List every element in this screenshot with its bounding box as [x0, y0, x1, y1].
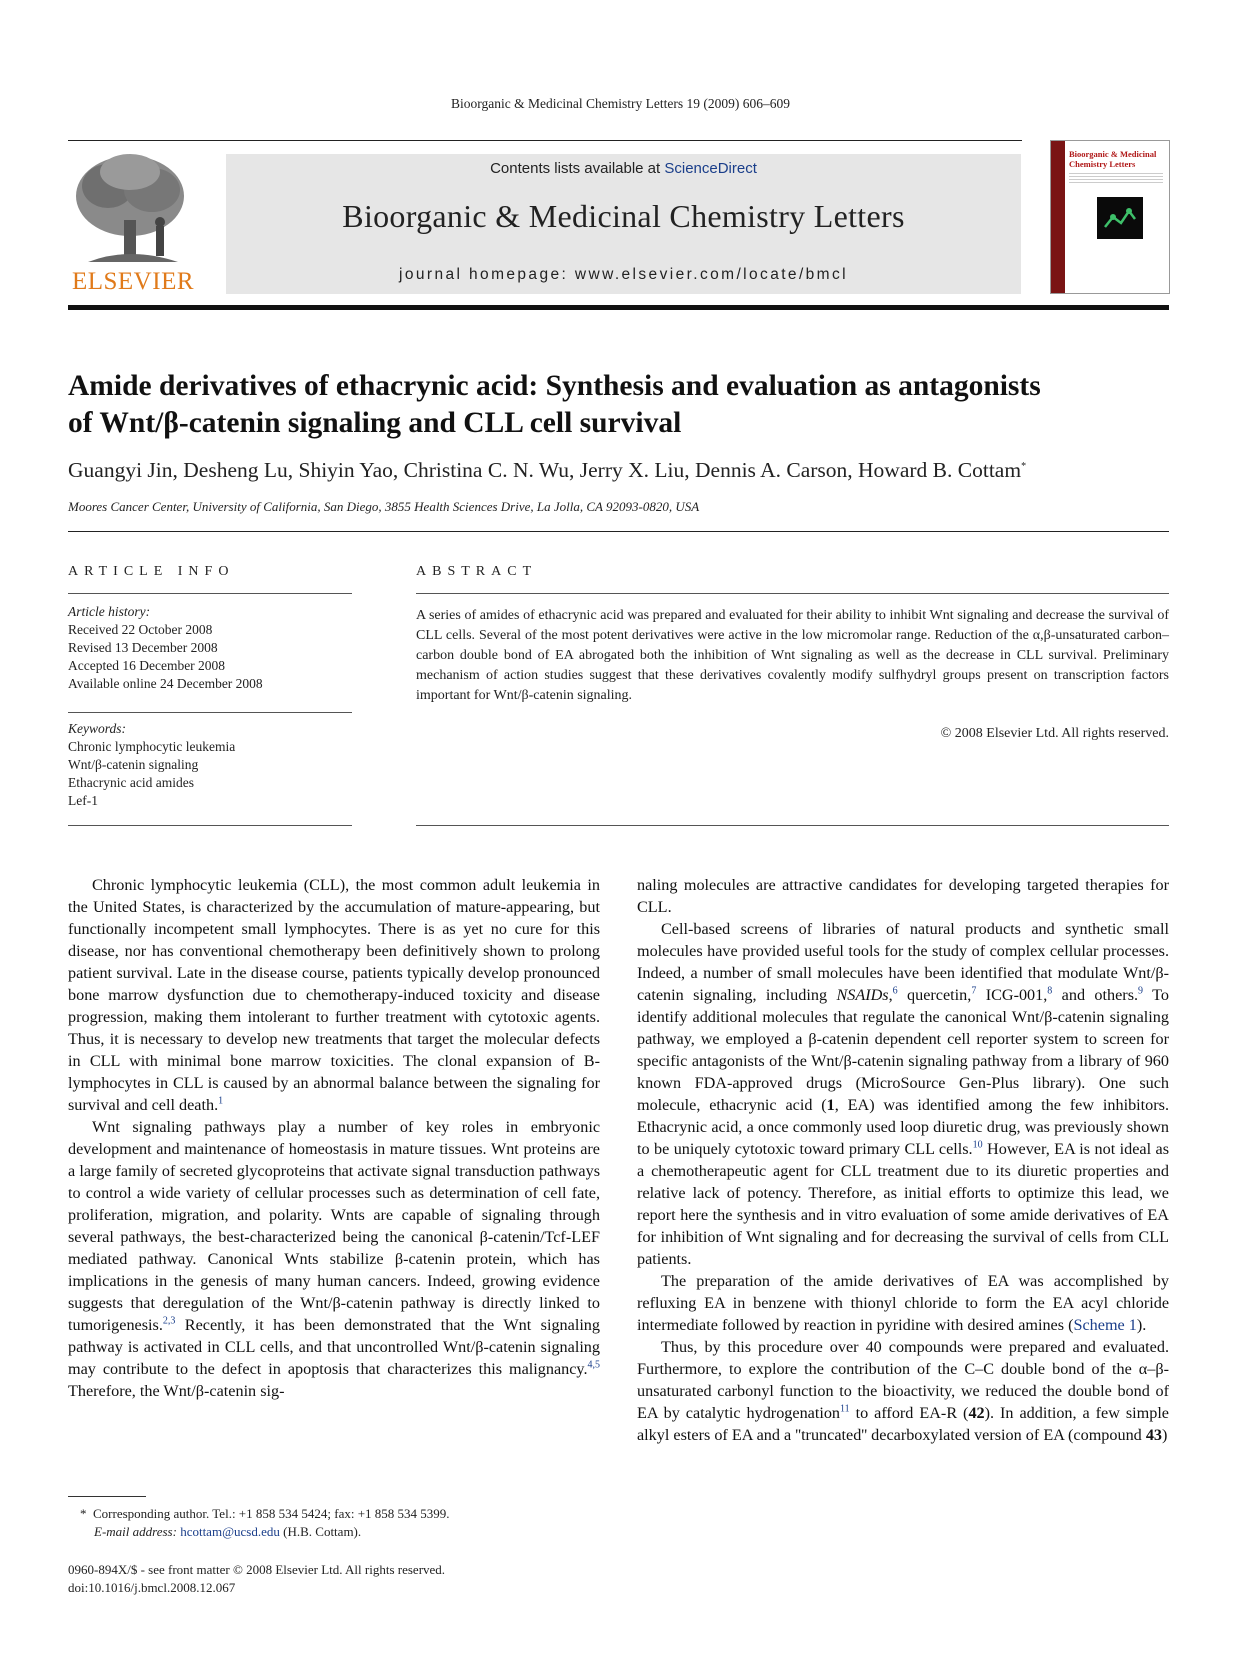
front-matter [68, 1561, 628, 1597]
paragraph-text: Chronic lymphocytic leukemia (CLL), the most common adult leukemia in the United States, is characterized by the accumulation of mature-appearing, but functionally incompetent small lymphocytes. There is as yet no cure for this disease, nor has conventional chemotherapy been definitively shown to prolong patient survival. Late in the disease course, patients typically develop pronounced bone marrow dysfunction due to chemotherapy-induced toxicity and disease progression, making them intolerant to further treatment with cytotoxic agents. Thus, it is necessary to develop new treatments that target the molecular defects in CLL with minimal bone marrow toxicities. The clonal expansion of B-lymphocytes in CLL is caused by an abnormal balance between the signaling for survival and cell death. [68, 876, 600, 1114]
history-received: Received 22 October 2008 [68, 622, 213, 637]
keywords-rule [68, 712, 352, 713]
article-info-heading: ARTICLE INFO [68, 564, 235, 579]
abstract-copyright: © 2008 Elsevier Ltd. All rights reserved. [940, 726, 1169, 741]
cover-title: Bioorganic & Medicinal Chemistry Letters [1069, 149, 1157, 169]
abstract-bottom-rule [416, 825, 1169, 826]
abstract-text: A series of amides of ethacrynic acid was prepared and evaluated for their ability to inhibit Wnt signaling and decrease the survival of CLL cells. Several of the most potent derivatives were active in the low micromolar range. Reduction of the α,β-unsaturated carbon–carbon double bond of EA abrogated both the inhibition of Wnt signaling as well as the decrease in CLL survival. Preliminary mechanism of action studies suggest that these derivatives covalently modify sulfhydryl groups present on transcription factors important for Wnt/β-catenin signaling. [416, 608, 1169, 703]
journal-banner [226, 154, 1021, 294]
authors-text: Guangyi Jin, Desheng Lu, Shiyin Yao, Christina C. N. Wu, Jerry X. Liu, Dennis A. Carson, Howard B. Cottam [68, 458, 1022, 482]
paragraph-text: Thus, by this procedure over 40 compounds were prepared and evaluated. Furthermore, to explore the contribution of the C–C double bond of the α–β-unsaturated carbonyl function to the bioactivity, we reduced the double bond of EA by catalytic hydrogenation [637, 1338, 1169, 1422]
compound-number: 43 [1145, 1426, 1163, 1444]
author-list [68, 458, 1188, 483]
keywords-block [68, 720, 352, 810]
paragraph-text: to afford EA-R ( [849, 1404, 969, 1422]
elsevier-wordmark: ELSEVIER [71, 268, 195, 295]
journal-title: Bioorganic & Medicinal Chemistry Letters [342, 198, 905, 234]
doi-line[interactable]: doi:10.1016/j.bmcl.2008.12.067 [68, 1580, 236, 1595]
reference-link[interactable]: 9 [1138, 985, 1144, 997]
reference-link[interactable]: 4,5 [587, 1359, 600, 1371]
paragraph-text: ). [1136, 1316, 1147, 1334]
article-title [68, 368, 1178, 442]
cover-molecule-image [1097, 197, 1143, 239]
paragraph-text: naling molecules are attractive candidates for developing targeted therapies for CLL. [637, 876, 1169, 916]
paragraph-text: To identify additional molecules that regulate the canonical Wnt/β-catenin signaling pathway, we employed a β-catenin dependent cell reporter system to screen for specific antagonists of the Wnt/β-catenin signaling pathway from a library of 960 known FDA-approved drugs (MicroSource Gen-Plus library). One such molecule, ethacrynic acid ( [637, 986, 1169, 1114]
nsaid-term: NSAIDs [836, 986, 889, 1004]
history-online: Available online 24 December 2008 [68, 676, 263, 691]
article-history [68, 603, 352, 693]
reference-link[interactable]: 7 [971, 985, 977, 997]
email-suffix: (H.B. Cottam). [283, 1524, 362, 1539]
footnote-mark: * [80, 1506, 87, 1521]
paragraph-text: However, EA is not ideal as a chemotherapeutic agent for CLL treatment due to its diuretic properties and relative lack of potency. Therefore, as initial efforts to optimize this lead, we report here the synthesis and in vitro evaluation of some amide derivatives of EA for inhibition of Wnt signaling and for decreasing the survival of cells from CLL patients. [637, 1140, 1169, 1268]
paragraph [637, 1336, 1169, 1446]
paragraph-text: , EA) was identified among the few inhibitors. Ethacrynic acid, a once commonly used loop diuretic drug, was previously shown to be uniquely cytotoxic toward primary CLL cells. [637, 1096, 1169, 1158]
keywords-label: Keywords: [68, 721, 126, 736]
journal-cover-thumbnail [1050, 140, 1170, 294]
email-label: E-mail address: [94, 1524, 177, 1539]
header-top-rule [68, 140, 1022, 141]
issn-line: 0960-894X/$ - see front matter © 2008 Elsevier Ltd. All rights reserved. [68, 1562, 446, 1577]
reference-link[interactable]: 6 [892, 985, 898, 997]
paragraph-text: ) [1162, 1426, 1168, 1444]
keyword-item: Chronic lymphocytic leukemia [68, 739, 236, 754]
paragraph-text: Cell-based screens of libraries of natural products and synthetic small molecules have provided useful tools for the study of complex cellular processes. Indeed, a number of small molecules have been identified that modulate Wnt/β-catenin signaling, including [637, 920, 1169, 1004]
paragraph [68, 874, 600, 1116]
scheme-link[interactable]: Scheme 1 [1073, 1316, 1137, 1334]
article-info-bottom-rule [68, 825, 352, 826]
keyword-item: Lef-1 [68, 793, 98, 808]
header-bottom-rule [68, 305, 1169, 310]
keyword-item: Wnt/β-catenin signaling [68, 757, 199, 772]
footnote-rule [68, 1496, 146, 1497]
reference-link[interactable]: 10 [972, 1139, 983, 1151]
compound-number: 42 [968, 1404, 985, 1422]
paragraph-text: ICG-001, [976, 986, 1048, 1004]
body-left-column [68, 874, 600, 1402]
paragraph [637, 874, 1169, 918]
reference-link[interactable]: 8 [1047, 985, 1053, 997]
paragraph-text: Therefore, the Wnt/β-catenin sig- [68, 1382, 285, 1400]
corresponding-author-mark[interactable]: * [1021, 460, 1027, 472]
reference-link[interactable]: 1 [218, 1095, 224, 1107]
article-info-rule [68, 593, 352, 594]
article-title-line2: of Wnt/β-catenin signaling and CLL cell survival [68, 407, 682, 439]
cover-strip [1051, 141, 1065, 293]
paragraph-text: The preparation of the amide derivatives of EA was accomplished by refluxing EA in benzene with thionyl chloride to form the EA acyl chloride intermediate followed by reaction in pyridine with desired amines ( [637, 1272, 1169, 1334]
cover-subtext [1069, 173, 1163, 183]
journal-homepage[interactable]: journal homepage: www.elsevier.com/locate/bmcl [399, 266, 848, 283]
title-block-rule [68, 531, 1169, 532]
paragraph [637, 1270, 1169, 1336]
reference-link[interactable]: 11 [840, 1403, 850, 1415]
reference-link[interactable]: 2,3 [162, 1315, 176, 1327]
abstract-rule [416, 593, 1169, 594]
history-label: Article history: [68, 604, 151, 619]
paragraph-text: quercetin, [897, 986, 972, 1004]
compound-number: 1 [826, 1096, 835, 1114]
abstract-heading: ABSTRACT [416, 564, 538, 579]
paragraph-text: ). In addition, a few simple alkyl esters of EA and a ''truncated'' decarboxylated version of EA (compound [637, 1404, 1169, 1444]
email-link[interactable]: hcottam@ucsd.edu [180, 1524, 280, 1539]
paragraph-text: Recently, it has been demonstrated that the Wnt signaling pathway is activated in CLL cells, and that uncontrolled Wnt/β-catenin signaling may contribute to the defect in apoptosis that characterizes this malignancy. [68, 1316, 600, 1378]
keyword-item: Ethacrynic acid amides [68, 775, 194, 790]
paragraph [68, 1116, 600, 1402]
affiliation: Moores Cancer Center, University of California, San Diego, 3855 Health Sciences Drive, La Jolla, CA 92093-0820, USA [68, 499, 700, 514]
article-title-line1: Amide derivatives of ethacrynic acid: Synthesis and evaluation as antagonists [68, 370, 1041, 402]
sciencedirect-link[interactable]: ScienceDirect [664, 160, 757, 177]
paragraph: Cell-based screens of libraries of natural products and synthetic small molecules have provided useful tools for the study of complex cellular processes. Indeed, a number of small molecules have been identified that modulate Wnt/β-catenin signaling, including NSAIDs,$^6$ quercetin,$^7$ ICG-001,$^8$ and others.$^9$ To identify additional molecules that regulate the canonical Wnt/β-catenin signaling pathway, we employed a β-catenin dependent cell reporter system to screen for specific antagonists of the Wnt/β-catenin signaling pathway from a library of 960 known FDA-approved drugs (MicroSource Gen-Plus library). One such molecule, ethacrynic acid (1, EA) was identified among the few inhibitors. Ethacrynic acid, a once commonly used loop diuretic drug, was previously shown to be uniquely cytotoxic toward primary CLL cells.$^{10}$ However, EA is not ideal as a chemotherapeutic agent for CLL treatment due to its diuretic properties and relative lack of potency. Therefore, as initial efforts to optimize this lead, we report here the synthesis and in vitro evaluation of some amide derivatives of EA for inhibition of Wnt signaling and for decreasing the survival of cells from CLL patients. [637, 920, 1169, 1268]
history-accepted: Accepted 16 December 2008 [68, 658, 226, 673]
journal-citation: Bioorganic & Medicinal Chemistry Letters 19 (2009) 606–609 [450, 96, 791, 111]
paragraph-text: and others. [1052, 986, 1139, 1004]
history-revised: Revised 13 December 2008 [68, 640, 218, 655]
corresponding-author-text: Corresponding author. Tel.: +1 858 534 5424; fax: +1 858 534 5399. [93, 1506, 450, 1521]
body-right-column [637, 874, 1169, 1446]
contents-line [226, 160, 1021, 177]
contents-prefix: Contents lists available at [490, 160, 665, 177]
footnote-corresponding [80, 1505, 610, 1541]
paragraph-text: Wnt signaling pathways play a number of key roles in embryonic development and maintenance of homeostasis in mature tissues. Wnt proteins are a large family of secreted glycoproteins that activate signal transduction pathways to control a wide variety of cellular processes such as determination of cell fate, proliferation, migration, and polarity. Wnts are capable of signaling through several pathways, the best-characterized being the canonical β-catenin/Tcf-LEF mediated pathway. Canonical Wnts stabilize β-catenin protein, which has implications in the genesis of many human cancers. Indeed, growing evidence suggests that deregulation of the Wnt/β-catenin pathway is directly linked to tumorigenesis. [68, 1118, 600, 1334]
